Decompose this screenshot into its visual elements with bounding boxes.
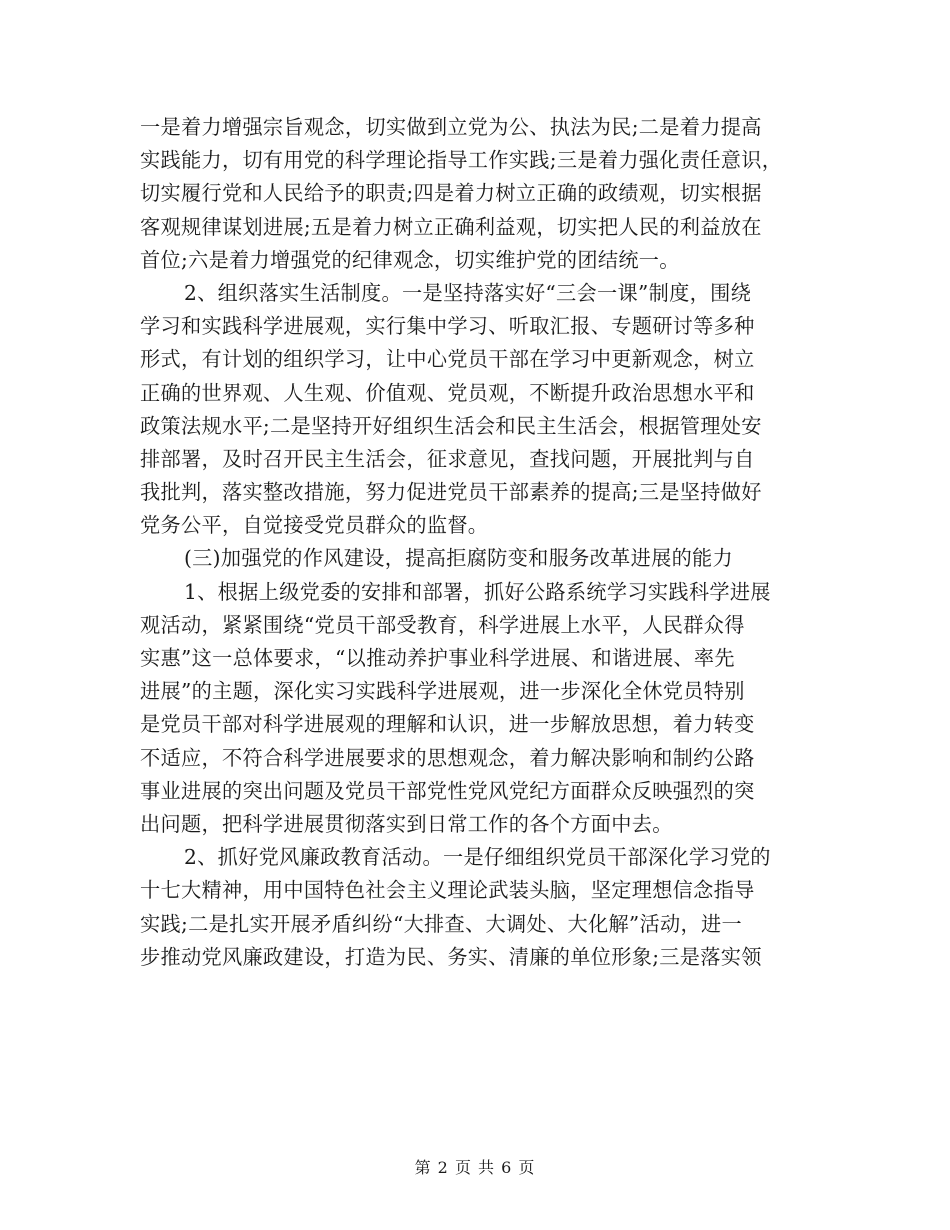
text-line: 实践;二是扎实开展矛盾纠纷“大排查、大调处、大化解”活动，进一 <box>140 911 742 936</box>
paragraph-start-line: 2、组织落实生活制度。一是坚持落实好“三会一课”制度，围绕 <box>184 280 752 305</box>
text-line: 观活动，紧紧围绕“党员干部受教育，科学进展上水平，人民群众得 <box>140 612 745 637</box>
text-line: 学习和实践科学进展观，实行集中学习、听取汇报、专题研讨等多种 <box>140 314 755 339</box>
text-line: 排部署，及时召开民主生活会，征求意见，查找问题，开展批判与自 <box>140 446 755 471</box>
text-line: 进展”的主题，深化实习实践科学进展观，进一步深化全休党员特别 <box>140 679 745 704</box>
text-line: 政策法规水平;二是坚持开好组织生活会和民主生活会，根据管理处安 <box>140 413 762 438</box>
text-line: 不适应，不符合科学进展要求的思想观念，着力解决影响和制约公路 <box>140 745 755 770</box>
section-heading: (三)加强党的作风建设，提高拒腐防变和服务改革进展的能力 <box>184 546 734 571</box>
text-line: 切实履行党和人民给予的职责;四是着力树立正确的政绩观，切实根据 <box>140 181 762 206</box>
text-line: 出问题，把科学进展贯彻落实到日常工作的各个方面中去。 <box>140 811 673 836</box>
text-line: 事业进展的突出问题及党员干部党性党风党纪方面群众反映强烈的突 <box>140 778 755 803</box>
text-line: 是党员干部对科学进展观的理解和认识，进一步解放思想，着力转变 <box>140 712 755 737</box>
text-line: 我批判，落实整改措施，努力促进党员干部素养的提高;三是坚持做好 <box>140 480 762 505</box>
page-number-footer: 第 2 页 共 6 页 <box>414 1158 536 1177</box>
text-line: 实惠”这一总体要求，“以推动养护事业科学进展、和谐进展、率先 <box>140 646 735 670</box>
text-line: 实践能力，切有用党的科学理论指导工作实践;三是着力强化责任意识， <box>140 148 783 173</box>
paragraph-start-line: 2、抓好党风廉政教育活动。一是仔细组织党员干部深化学习党的 <box>184 845 771 870</box>
text-line: 党务公平，自觉接受党员群众的监督。 <box>140 513 489 538</box>
text-line: 步推动党风廉政建设，打造为民、务实、清廉的单位形象;三是落实领 <box>140 944 762 969</box>
text-line: 客观规律谋划进展;五是着力树立正确利益观，切实把人民的利益放在 <box>140 214 762 239</box>
text-line: 十七大精神，用中国特色社会主义理论武装头脑，坚定理想信念指导 <box>140 878 755 903</box>
text-line: 一是着力增强宗旨观念，切实做到立党为公、执法为民;二是着力提高 <box>140 115 762 139</box>
body-text <box>140 111 820 974</box>
text-line: 正确的世界观、人生观、价值观、党员观，不断提升政治思想水平和 <box>140 380 755 405</box>
text-line: 首位;六是着力增强党的纪律观念，切实维护党的团结统一。 <box>140 247 680 272</box>
paragraph-start-line: 1、根据上级党委的安排和部署，抓好公路系统学习实践科学进展 <box>184 579 771 604</box>
text-line: 形式，有计划的组织学习，让中心党员干部在学习中更新观念，树立 <box>140 347 755 372</box>
